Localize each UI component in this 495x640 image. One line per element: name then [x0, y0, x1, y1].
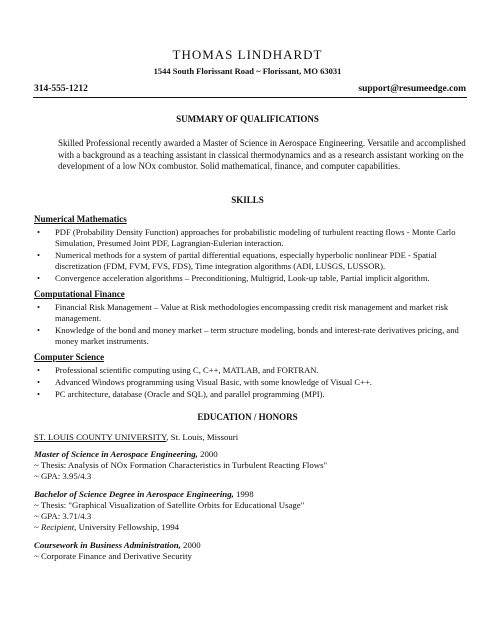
coursework-item: ~ Corporate Finance and Derivative Security: [34, 551, 192, 561]
skill-text: Knowledge of the bond and money market – term structure modeling, bonds and interest-rate derivatives pricing, and money market instruments.: [55, 325, 459, 346]
masters-degree: Master of Science in Aerospace Engineering,: [34, 449, 198, 459]
list-item: [34, 273, 466, 284]
list-item: [34, 377, 466, 388]
bachelor-degree: Bachelor of Science Degree in Aerospace Engineering,: [34, 489, 234, 499]
skill-text: Convergence acceleration algorithms – Preconditioning, Multigrid, Look-up table, Partial implicit algorithm.: [55, 273, 430, 283]
summary-text: Skilled Professional recently awarded a Master of Science in Aerospace Engineering. Versatile and accomplished with a background as a teaching assistant in classical thermodynamics and as a research assistant working on the development of a low NOx combustor. Solid mathematical, finance, and computer capabilities.: [58, 138, 466, 171]
bachelor-gpa: ~ GPA: 3.71/4.3: [34, 511, 92, 521]
coursework-year: 2000: [180, 540, 201, 550]
skill-group-title: Numerical Mathematics: [34, 214, 127, 224]
candidate-address: 1544 South Florissant Road ~ Florissant, MO 63031: [153, 66, 342, 76]
fellowship-prefix: ~: [34, 522, 41, 532]
bachelor-thesis: ~ Thesis: "Graphical Visualization of Satellite Orbits for Educational Usage": [34, 500, 305, 510]
contact-row: [34, 84, 466, 94]
list-item: [34, 389, 466, 400]
bullet-icon: •: [37, 227, 41, 237]
skill-text: Financial Risk Management – Value at Risk methodologies encompassing credit risk management and market risk management.: [55, 302, 449, 323]
list-item: [34, 325, 466, 347]
bachelor-year: 1998: [233, 489, 254, 499]
skill-group-title: Computational Finance: [34, 289, 125, 299]
coursework-line: [34, 540, 466, 551]
bullet-icon: •: [37, 273, 41, 283]
university-line: [34, 432, 466, 443]
masters-thesis: ~ Thesis: Analysis of NOx Formation Characteristics in Turbulent Reacting Flows": [34, 460, 328, 470]
masters-degree-line: [34, 449, 466, 460]
list-item: [34, 227, 466, 249]
list-item: [34, 365, 466, 376]
phone-number: 314-555-1212: [34, 84, 88, 94]
list-item: [34, 250, 466, 272]
skill-text: Numerical methods for a system of partial differential equations, especially hyperbolic nonlinear PDE - Spatial discretization (FDM, FVM, FVS, FDS), Time integration algorithms (ADI, LUSGS, LUSSOR).: [55, 250, 437, 271]
skill-group-title: Computer Science: [34, 352, 105, 362]
skill-text: Professional scientific computing using C, C++, MATLAB, and FORTRAN.: [55, 365, 319, 375]
university-location: , St. Louis, Missouri: [166, 432, 239, 442]
bullet-icon: •: [37, 325, 41, 335]
fellowship-line: [34, 522, 466, 533]
bullet-icon: •: [37, 250, 41, 260]
skill-text: PC architecture, database (Oracle and SQL), and parallel programming (MPI).: [55, 389, 325, 399]
coursework-title: Coursework in Business Administration,: [34, 540, 181, 550]
bullet-icon: •: [37, 365, 41, 375]
bullet-icon: •: [37, 302, 41, 312]
masters-gpa: ~ GPA: 3.95/4.3: [34, 471, 92, 481]
fellowship-label: Recipient,: [40, 522, 77, 532]
university-name: ST. LOUIS COUNTY UNIVERSITY: [34, 432, 167, 442]
skill-text: Advanced Windows programming using Visual Basic, with some knowledge of Visual C++.: [55, 377, 372, 387]
education-heading: EDUCATION / HONORS: [197, 412, 298, 422]
fellowship-text: University Fellowship, 1994: [76, 522, 180, 532]
bullet-icon: •: [37, 377, 41, 387]
list-item: [34, 302, 466, 324]
candidate-name: THOMAS LINDHARDT: [172, 47, 323, 62]
skill-list-computer: [34, 365, 466, 401]
header-divider: [33, 97, 467, 98]
bullet-icon: •: [37, 389, 41, 399]
skills-heading: SKILLS: [231, 195, 264, 205]
masters-year: 2000: [197, 449, 218, 459]
skill-text: PDF (Probability Density Function) approaches for probabilistic modeling of turbulent reacting flows - Monte Carlo Simulation, Presumed Joint PDF, Lagrangian-Eulerian interaction.: [55, 227, 456, 248]
skill-list-numerical: [34, 227, 466, 285]
email-address: support@resumeedge.com: [358, 84, 466, 94]
summary-heading: SUMMARY OF QUALIFICATIONS: [176, 114, 319, 124]
bachelor-degree-line: [34, 489, 466, 500]
skill-list-finance: [34, 302, 466, 348]
